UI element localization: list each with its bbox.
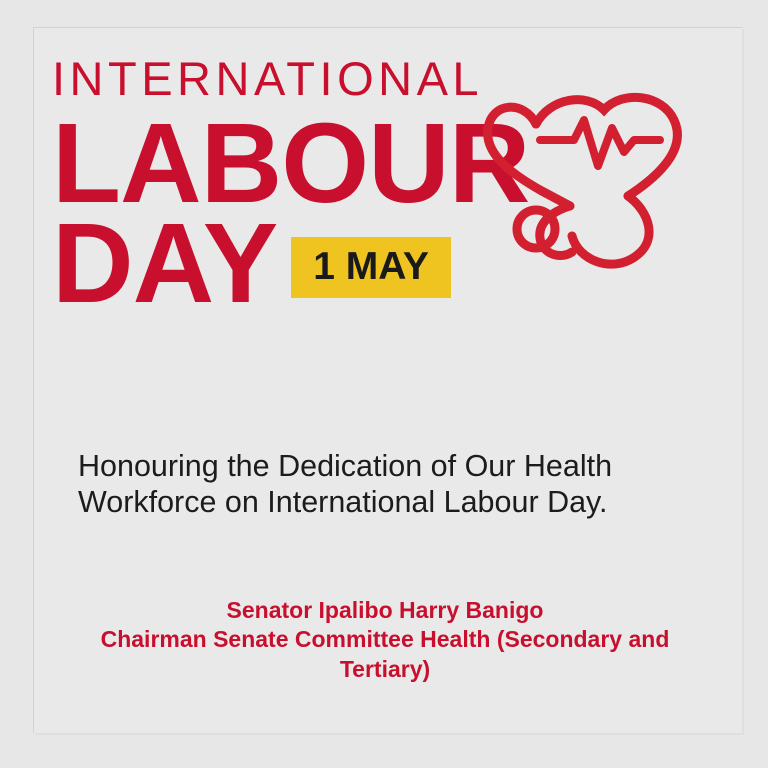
credit-title: Chairman Senate Committee Health (Secondary and Tertiary) [100,626,670,682]
heart-pulse-stethoscope-icon [478,62,708,302]
heading-day-row [52,199,482,326]
poster-credit [68,596,702,684]
credit-name: Senator Ipalibo Harry Banigo [226,597,544,623]
poster-subtitle: Honouring the Dedication of Our Health Workforce on International Labour Day. [78,449,613,520]
heading-day: DAY [52,199,278,326]
heading-international: INTERNATIONAL [52,52,484,105]
poster-title-block [52,52,530,326]
date-badge: 1 MAY [291,237,451,298]
heading-labour: LABOUR [52,100,530,226]
